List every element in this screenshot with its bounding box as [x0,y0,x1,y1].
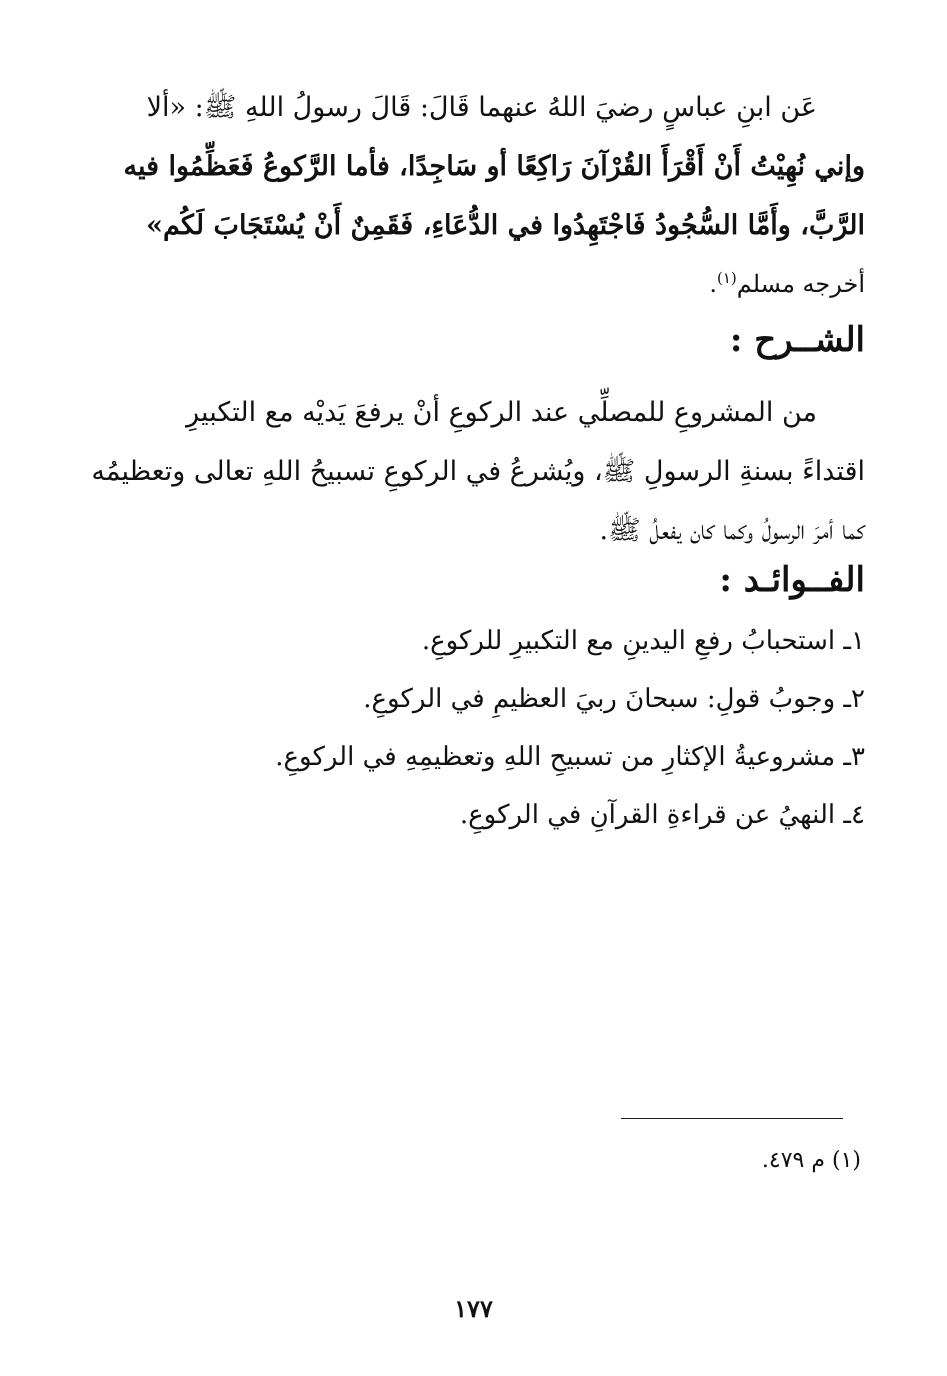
sharh-line-1: من المشروعِ للمصلِّي عند الركوعِ أنْ يرفعَ يَديْه مع التكبيرِ [186,397,817,428]
list-item: ٢ـ وجوبُ قولِ: سبحانَ ربيَ العظيمِ في الركوعِ. [363,684,865,714]
page-number: ١٧٧ [454,1294,493,1323]
hadith-source-text: أخرجه مسلم [736,270,865,298]
footnote-marker: (١) [716,269,737,287]
hadith-source-end: . [709,270,717,298]
benefits-list [85,612,865,844]
list-item: ٣ـ مشروعيةُ الإكثارِ من تسبيحِ اللهِ وتعظيمِهِ في الركوعِ. [275,742,865,772]
fawaid-heading: الفــوائـد : [719,560,865,600]
footnote: (١) م ٤٧٩. [761,1148,861,1173]
hadith-source [85,255,865,314]
hadith-line-2: وإني نُهِيْتُ أَنْ أَقْرَأَ القُرْآنَ رَاكِعًا أو سَاجِدًا، فأما الرَّكوعُ فَعَظِّمُوا فيه [123,151,865,182]
hadith-text [85,78,865,314]
sharh-line-3: كما أمرَ الرسولُ وكما كان يفعلُ ﷺ. [599,515,865,546]
hadith-line-1: عَن ابنِ عباسٍ رضيَ اللهُ عنهما قَالَ: قَالَ رسولُ اللهِ ﷺ: «ألا [146,92,817,123]
list-item: ٤ـ النهيُ عن قراءةِ القرآنِ في الركوعِ. [459,800,865,830]
list-item: ١ـ استحبابُ رفعِ اليدينِ مع التكبيرِ للركوعِ. [421,626,865,656]
sharh-heading: الشــرح : [729,320,865,360]
sharh-text [85,383,865,560]
hadith-line-3: الرَّبَّ، وأَمَّا السُّجُودُ فَاجْتَهِدُوا في الدُّعَاءِ، فَقَمِنٌ أَنْ يُسْتَجَابَ لَكُم» [146,210,865,241]
footnote-divider [621,1118,843,1119]
sharh-line-2: اقتداءً بسنةِ الرسولِ ﷺ، ويُشرعُ في الركوعِ تسبيحُ اللهِ تعالى وتعظيمُه [91,456,865,487]
